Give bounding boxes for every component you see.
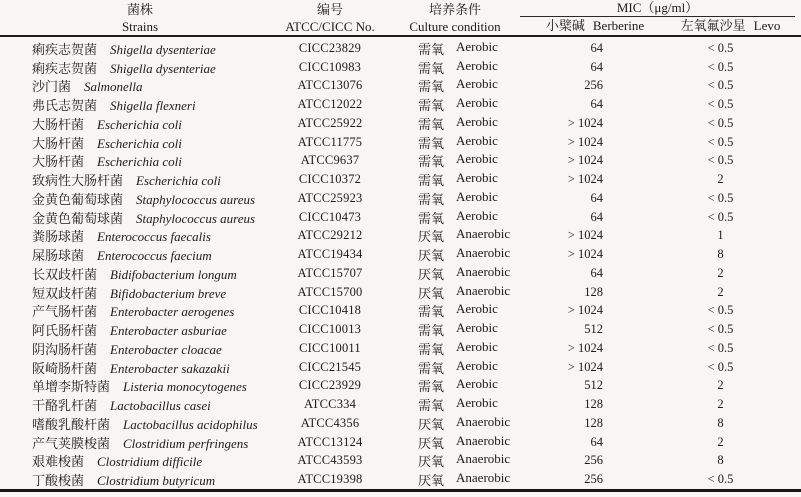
strain-name-zh: 嗜酸乳酸杆菌 (32, 416, 111, 432)
strain-cell (0, 376, 280, 395)
strain-cell (0, 301, 280, 320)
culture-condition-cell (380, 189, 530, 208)
strain-name-zh: 沙门菌 (32, 79, 72, 95)
header-culture-zh: 培养条件 (428, 2, 481, 17)
strain-name-zh: 丁酸梭菌 (32, 473, 85, 489)
culture-condition-cell (380, 301, 530, 320)
culture-condition-en: Aerobic (456, 357, 498, 373)
strain-cell (0, 414, 280, 433)
table-row (0, 452, 801, 471)
mic-levofloxacin-value: 2 (717, 284, 724, 299)
strain-name-latin: Clostridium difficile (97, 454, 203, 470)
header-number (280, 0, 380, 35)
table-body (0, 39, 801, 492)
mic-berberine-value: > 1024 (567, 134, 603, 149)
culture-condition-zh: 需氧 (418, 398, 445, 414)
mic-berberine-value: > 1024 (567, 115, 603, 130)
mic-levofloxacin-value: < 0.5 (707, 340, 734, 355)
strain-name-latin: Lactobacillus acidophilus (123, 416, 258, 432)
mic-berberine-value: 512 (584, 378, 603, 393)
strain-name-latin: Enterococcus faecalis (97, 229, 211, 245)
strain-name-zh: 单增李斯特菌 (32, 379, 111, 395)
mic-berberine-value: 64 (590, 59, 603, 74)
strain-id: CICC21545 (298, 359, 362, 374)
mic-levofloxacin-value: < 0.5 (707, 115, 734, 130)
strain-id: ATCC43593 (297, 453, 363, 468)
header-strains (0, 0, 280, 35)
culture-condition-zh: 需氧 (418, 116, 445, 132)
mic-levofloxacin-value: < 0.5 (707, 134, 734, 149)
culture-condition-en: Aerobic (456, 57, 498, 73)
strain-name-latin: Enterobacter sakazakii (110, 360, 230, 376)
culture-condition-cell (380, 264, 530, 283)
table-row (0, 358, 801, 377)
strain-name-latin: Bidifobacterium longum (110, 266, 237, 282)
strain-cell (0, 283, 280, 302)
culture-condition-cell (380, 470, 530, 489)
strain-name-zh: 阿氏肠杆菌 (32, 323, 98, 339)
culture-condition-en: Aerobic (456, 301, 498, 317)
table-row (0, 95, 801, 114)
culture-condition-cell (380, 414, 530, 433)
mic-berberine-value: > 1024 (567, 359, 603, 374)
culture-condition-en: Aerobic (456, 76, 498, 92)
strain-name-latin: Staphylococcus aureus (136, 191, 256, 207)
table-row (0, 320, 801, 339)
strain-cell (0, 114, 280, 133)
mic-berberine-value: > 1024 (567, 340, 603, 355)
strain-name-zh: 长双歧杆菌 (32, 266, 98, 282)
strain-name-latin: Salmonella (84, 79, 143, 95)
mic-berberine-value: 256 (584, 453, 603, 468)
table-row (0, 152, 801, 171)
strain-name-zh: 痢疾志贺菌 (32, 41, 98, 57)
table-row (0, 170, 801, 189)
strain-name-latin: Shigella dysenteriae (110, 60, 216, 76)
strain-id: CICC10013 (298, 322, 362, 337)
culture-condition-zh: 厌氧 (418, 435, 445, 451)
strain-cell (0, 264, 280, 283)
culture-condition-zh: 需氧 (418, 135, 445, 151)
strain-id: ATCC12022 (297, 97, 363, 112)
mic-levofloxacin-value: 8 (717, 415, 724, 430)
table-row (0, 133, 801, 152)
strain-id: ATCC25923 (297, 190, 363, 205)
strain-id: ATCC9637 (300, 153, 360, 168)
mic-berberine-value: 64 (590, 97, 603, 112)
strain-name-zh: 艰难梭菌 (32, 454, 85, 470)
culture-condition-cell (380, 226, 530, 245)
mic-levofloxacin-value: 1 (717, 228, 724, 243)
mic-levofloxacin-value: < 0.5 (707, 359, 734, 374)
culture-condition-en: Anaerobic (456, 470, 511, 486)
strain-name-zh: 金黄色葡萄球菌 (32, 191, 124, 207)
strain-name-latin: Listeria monocytogenes (123, 379, 247, 395)
strain-cell (0, 470, 280, 489)
culture-condition-en: Aerobic (456, 151, 498, 167)
strain-id: CICC10983 (298, 59, 362, 74)
culture-condition-zh: 厌氧 (418, 473, 445, 489)
mic-levofloxacin-value: < 0.5 (707, 190, 734, 205)
strain-cell (0, 189, 280, 208)
strain-id: CICC23929 (298, 378, 362, 393)
strain-id: ATCC4356 (300, 415, 360, 430)
culture-condition-cell (380, 39, 530, 58)
header-mic-subcolumns (530, 17, 801, 35)
table-header (0, 0, 801, 37)
culture-condition-en: Anaerobic (456, 432, 511, 448)
culture-condition-en: Aerobic (456, 376, 498, 392)
culture-condition-zh: 厌氧 (418, 285, 445, 301)
strain-id: CICC10473 (298, 209, 362, 224)
header-berberine-zh: 小檗碱 (545, 18, 585, 33)
culture-condition-zh: 厌氧 (418, 229, 445, 245)
mic-levofloxacin-value: < 0.5 (707, 97, 734, 112)
mic-levofloxacin-value: 2 (717, 434, 724, 449)
header-number-zh: 编号 (316, 2, 343, 17)
culture-condition-cell (380, 245, 530, 264)
strain-id: CICC10372 (298, 172, 362, 187)
mic-berberine-value: 128 (584, 397, 603, 412)
mic-levofloxacin-value: 8 (717, 453, 724, 468)
mic-berberine-value: 128 (584, 284, 603, 299)
strain-cell (0, 39, 280, 58)
table-row (0, 470, 801, 489)
table-row (0, 395, 801, 414)
table-row (0, 283, 801, 302)
mic-berberine-value: > 1024 (567, 303, 603, 318)
strain-name-zh: 金黄色葡萄球菌 (32, 210, 124, 226)
strain-cell (0, 95, 280, 114)
strain-name-latin: Enterobacter aerogenes (110, 304, 235, 320)
header-strains-en: Strains (121, 19, 159, 34)
strain-name-latin: Lactobacillus casei (110, 398, 211, 414)
strain-name-zh: 大肠杆菌 (32, 154, 85, 170)
mic-berberine-value: 64 (590, 265, 603, 280)
culture-condition-en: Aerobic (456, 207, 498, 223)
mic-levofloxacin-value: 8 (717, 247, 724, 262)
strain-id: ATCC11775 (297, 134, 363, 149)
strain-name-zh: 阪崎肠杆菌 (32, 360, 98, 376)
strain-name-zh: 粪肠球菌 (32, 229, 85, 245)
header-number-en: ATCC/CICC No. (285, 19, 375, 34)
strain-id: ATCC19398 (297, 472, 363, 487)
strain-cell (0, 133, 280, 152)
header-mic-title: MIC（μg/ml） (520, 0, 795, 17)
strain-id: CICC23829 (298, 40, 362, 55)
strain-id: ATCC19434 (297, 247, 363, 262)
mic-levofloxacin-value: < 0.5 (707, 153, 734, 168)
strain-name-zh: 产气荚膜梭菌 (32, 435, 111, 451)
strain-name-latin: Escherichia coli (97, 135, 182, 151)
strain-cell (0, 58, 280, 77)
mic-levofloxacin-value: < 0.5 (707, 472, 734, 487)
strain-id: ATCC334 (303, 397, 357, 412)
strain-name-latin: Shigella dysenteriae (110, 41, 216, 57)
culture-condition-zh: 需氧 (418, 154, 445, 170)
mic-berberine-value: > 1024 (567, 247, 603, 262)
culture-condition-cell (380, 58, 530, 77)
culture-condition-zh: 需氧 (418, 41, 445, 57)
mic-berberine-value: > 1024 (567, 172, 603, 187)
strain-name-zh: 致病性大肠杆菌 (32, 173, 124, 189)
culture-condition-zh: 需氧 (418, 79, 445, 95)
header-levofloxacin (660, 17, 801, 35)
culture-condition-cell (380, 114, 530, 133)
table-row (0, 245, 801, 264)
mic-berberine-value: > 1024 (567, 153, 603, 168)
strain-cell (0, 151, 280, 170)
culture-condition-zh: 需氧 (418, 341, 445, 357)
mic-levofloxacin-value: 2 (717, 265, 724, 280)
strain-name-latin: Enterobacter asburiae (110, 323, 227, 339)
culture-condition-en: Aerobic (456, 338, 498, 354)
culture-condition-en: Aerobic (456, 320, 498, 336)
culture-condition-cell (380, 433, 530, 452)
strain-id: ATCC29212 (297, 228, 363, 243)
table-row (0, 302, 801, 321)
strain-cell (0, 358, 280, 377)
culture-condition-cell (380, 76, 530, 95)
strain-cell (0, 226, 280, 245)
strain-name-zh: 大肠杆菌 (32, 116, 85, 132)
culture-condition-zh: 需氧 (418, 304, 445, 320)
culture-condition-cell (380, 283, 530, 302)
mic-levofloxacin-value: 2 (717, 378, 724, 393)
culture-condition-en: Aerobic (456, 188, 498, 204)
mic-levofloxacin-value: < 0.5 (707, 322, 734, 337)
culture-condition-en: Aerobic (456, 113, 498, 129)
culture-condition-en: Anaerobic (456, 226, 511, 242)
header-berberine (530, 17, 660, 35)
strain-id: ATCC15700 (297, 284, 363, 299)
culture-condition-cell (380, 133, 530, 152)
mic-berberine-value: 256 (584, 472, 603, 487)
culture-condition-zh: 厌氧 (418, 266, 445, 282)
table-row (0, 264, 801, 283)
strain-name-latin: Escherichia coli (97, 154, 182, 170)
culture-condition-cell (380, 358, 530, 377)
table-row (0, 189, 801, 208)
strain-cell (0, 320, 280, 339)
culture-condition-cell (380, 376, 530, 395)
mic-berberine-value: 64 (590, 190, 603, 205)
culture-condition-cell (380, 451, 530, 470)
table-row (0, 208, 801, 227)
table-row (0, 377, 801, 396)
strain-cell (0, 395, 280, 414)
culture-condition-en: Aerobic (456, 38, 498, 54)
strain-name-zh: 大肠杆菌 (32, 135, 85, 151)
culture-condition-en: Aerobic (456, 132, 498, 148)
header-culture-condition (380, 0, 530, 35)
culture-condition-en: Anaerobic (456, 413, 511, 429)
strain-name-latin: Clostridium butyricum (97, 473, 216, 489)
culture-condition-zh: 厌氧 (418, 248, 445, 264)
culture-condition-en: Anaerobic (456, 263, 511, 279)
strain-name-zh: 屎肠球菌 (32, 248, 85, 264)
strain-name-latin: Escherichia coli (136, 173, 221, 189)
header-mic-group (530, 0, 801, 35)
mic-levofloxacin-value: < 0.5 (707, 78, 734, 93)
strain-cell (0, 208, 280, 227)
culture-condition-en: Aerobic (456, 170, 498, 186)
strain-name-latin: Shigella flexneri (110, 98, 196, 114)
culture-condition-zh: 厌氧 (418, 416, 445, 432)
strain-name-latin: Clostridium perfringens (123, 435, 249, 451)
mic-berberine-value: 64 (590, 209, 603, 224)
mic-levofloxacin-value: < 0.5 (707, 40, 734, 55)
strain-name-zh: 阴沟肠杆菌 (32, 341, 98, 357)
culture-condition-cell (380, 151, 530, 170)
mic-berberine-value: 256 (584, 78, 603, 93)
strain-cell (0, 170, 280, 189)
culture-condition-zh: 需氧 (418, 60, 445, 76)
strain-cell (0, 76, 280, 95)
mic-levofloxacin-value: < 0.5 (707, 303, 734, 318)
table-row (0, 414, 801, 433)
strain-id: ATCC13124 (297, 434, 363, 449)
culture-condition-zh: 厌氧 (418, 454, 445, 470)
strain-name-latin: Staphylococcus aureus (136, 210, 256, 226)
culture-condition-cell (380, 395, 530, 414)
strain-id: CICC10418 (298, 303, 362, 318)
culture-condition-en: Anaerobic (456, 245, 511, 261)
strain-name-latin: Bifidobacterium breve (110, 285, 227, 301)
strain-name-zh: 干酪乳杆菌 (32, 398, 98, 414)
header-levofloxacin-en: Levo (753, 18, 781, 33)
table-row (0, 58, 801, 77)
table-row (0, 433, 801, 452)
strain-id: ATCC13076 (297, 78, 363, 93)
mic-levofloxacin-value: < 0.5 (707, 59, 734, 74)
strain-name-zh: 产气肠杆菌 (32, 304, 98, 320)
culture-condition-cell (380, 339, 530, 358)
strain-id: ATCC15707 (297, 265, 363, 280)
table-row (0, 339, 801, 358)
culture-condition-en: Anaerobic (456, 451, 511, 467)
culture-condition-en: Anaerobic (456, 282, 511, 298)
culture-condition-cell (380, 208, 530, 227)
mic-berberine-value: 64 (590, 434, 603, 449)
culture-condition-en: Aerobic (456, 95, 498, 111)
mic-levofloxacin-value: 2 (717, 397, 724, 412)
header-berberine-en: Berberine (592, 18, 645, 33)
culture-condition-zh: 需氧 (418, 360, 445, 376)
culture-condition-zh: 需氧 (418, 191, 445, 207)
header-culture-en: Culture condition (409, 19, 501, 34)
strain-cell (0, 339, 280, 358)
culture-condition-zh: 需氧 (418, 173, 445, 189)
header-strains-zh: 菌株 (126, 2, 153, 17)
strain-name-zh: 弗氏志贺菌 (32, 98, 98, 114)
mic-levofloxacin-value: < 0.5 (707, 209, 734, 224)
mic-levofloxacin-value: 2 (717, 172, 724, 187)
mic-berberine-value: > 1024 (567, 228, 603, 243)
strain-cell (0, 245, 280, 264)
strain-name-latin: Enterococcus faecium (97, 248, 212, 264)
culture-condition-cell (380, 95, 530, 114)
strain-cell (0, 433, 280, 452)
strain-name-zh: 痢疾志贺菌 (32, 60, 98, 76)
culture-condition-zh: 需氧 (418, 379, 445, 395)
table-row (0, 227, 801, 246)
strain-id: ATCC25922 (297, 115, 363, 130)
table-row (0, 77, 801, 96)
strain-id: CICC10011 (299, 340, 361, 355)
culture-condition-cell (380, 320, 530, 339)
table-row (0, 39, 801, 58)
mic-berberine-value: 512 (584, 322, 603, 337)
culture-condition-en: Aerobic (456, 395, 498, 411)
strain-name-zh: 短双歧杆菌 (32, 285, 98, 301)
culture-condition-cell (380, 170, 530, 189)
mic-berberine-value: 64 (590, 40, 603, 55)
mic-berberine-value: 128 (584, 415, 603, 430)
header-levofloxacin-zh: 左氧氟沙星 (680, 18, 746, 33)
strain-name-latin: Enterobacter cloacae (110, 341, 222, 357)
strain-cell (0, 451, 280, 470)
table-row (0, 114, 801, 133)
culture-condition-zh: 需氧 (418, 210, 445, 226)
strain-name-latin: Escherichia coli (97, 116, 182, 132)
culture-condition-zh: 需氧 (418, 98, 445, 114)
culture-condition-zh: 需氧 (418, 323, 445, 339)
